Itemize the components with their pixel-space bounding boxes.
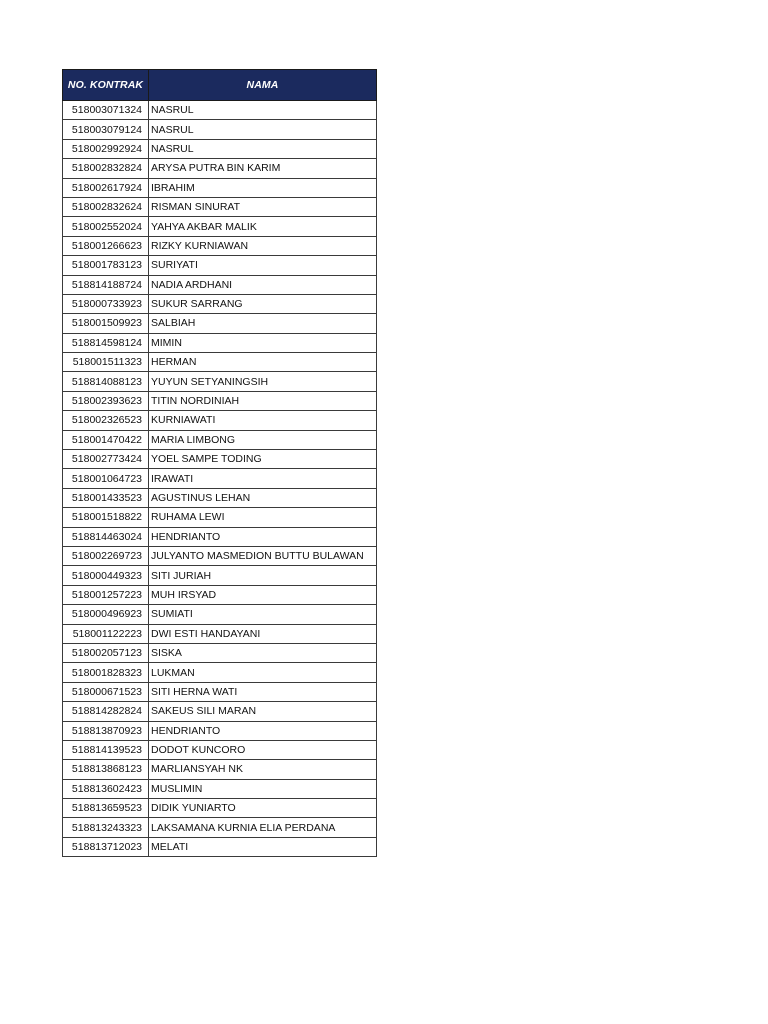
name-cell: MARLIANSYAH NK <box>149 760 377 779</box>
table-row <box>63 391 377 410</box>
contract-number-cell: 518814188724 <box>63 275 149 294</box>
name-cell: YOEL SAMPE TODING <box>149 450 377 469</box>
table-row <box>63 721 377 740</box>
table-row <box>63 101 377 120</box>
name-cell: DODOT KUNCORO <box>149 740 377 759</box>
contract-number-cell: 518001518822 <box>63 508 149 527</box>
contract-table <box>62 69 377 857</box>
table-row <box>63 624 377 643</box>
table-row <box>63 217 377 236</box>
table-row <box>63 236 377 255</box>
table-row <box>63 197 377 216</box>
contract-number-cell: 518000733923 <box>63 294 149 313</box>
table-row <box>63 411 377 430</box>
table-row <box>63 178 377 197</box>
contract-number-cell: 518003079124 <box>63 120 149 139</box>
name-cell: HENDRIANTO <box>149 721 377 740</box>
name-cell: RIZKY KURNIAWAN <box>149 236 377 255</box>
name-cell: NASRUL <box>149 101 377 120</box>
contract-number-cell: 518814088123 <box>63 372 149 391</box>
name-cell: SITI JURIAH <box>149 566 377 585</box>
contract-number-cell: 518002773424 <box>63 450 149 469</box>
contract-number-cell: 518001257223 <box>63 585 149 604</box>
table-row <box>63 779 377 798</box>
name-cell: MARIA LIMBONG <box>149 430 377 449</box>
table-row <box>63 605 377 624</box>
table-row <box>63 372 377 391</box>
table-row <box>63 139 377 158</box>
header-nama: NAMA <box>149 70 377 101</box>
table-row <box>63 430 377 449</box>
name-cell: IRAWATI <box>149 469 377 488</box>
contract-number-cell: 518814598124 <box>63 333 149 352</box>
table-row <box>63 333 377 352</box>
table-row <box>63 546 377 565</box>
contract-number-cell: 518001509923 <box>63 314 149 333</box>
name-cell: SUMIATI <box>149 605 377 624</box>
contract-number-cell: 518002552024 <box>63 217 149 236</box>
name-cell: SALBIAH <box>149 314 377 333</box>
contract-number-cell: 518001511323 <box>63 353 149 372</box>
table-row <box>63 469 377 488</box>
table-row <box>63 159 377 178</box>
name-cell: MIMIN <box>149 333 377 352</box>
name-cell: ARYSA PUTRA BIN KARIM <box>149 159 377 178</box>
name-cell: SISKA <box>149 643 377 662</box>
contract-number-cell: 518813870923 <box>63 721 149 740</box>
name-cell: RUHAMA LEWI <box>149 508 377 527</box>
contract-number-cell: 518002057123 <box>63 643 149 662</box>
name-cell: MUSLIMIN <box>149 779 377 798</box>
header-row <box>63 70 377 101</box>
contract-number-cell: 518001064723 <box>63 469 149 488</box>
contract-number-cell: 518813868123 <box>63 760 149 779</box>
table-row <box>63 585 377 604</box>
table-row <box>63 837 377 856</box>
contract-number-cell: 518813602423 <box>63 779 149 798</box>
table-row <box>63 275 377 294</box>
table-row <box>63 566 377 585</box>
contract-number-cell: 518002832824 <box>63 159 149 178</box>
table-row <box>63 682 377 701</box>
contract-number-cell: 518002326523 <box>63 411 149 430</box>
table-row <box>63 353 377 372</box>
name-cell: YAHYA AKBAR MALIK <box>149 217 377 236</box>
table-row <box>63 256 377 275</box>
name-cell: SURIYATI <box>149 256 377 275</box>
name-cell: NASRUL <box>149 139 377 158</box>
table-row <box>63 799 377 818</box>
table-row <box>63 450 377 469</box>
header-no-kontrak: NO. KONTRAK <box>63 70 149 101</box>
table-header <box>63 70 377 101</box>
name-cell: YUYUN SETYANINGSIH <box>149 372 377 391</box>
table-row <box>63 702 377 721</box>
name-cell: LAKSAMANA KURNIA ELIA PERDANA <box>149 818 377 837</box>
table-row <box>63 508 377 527</box>
table-row <box>63 488 377 507</box>
table-row <box>63 663 377 682</box>
table-row <box>63 760 377 779</box>
name-cell: SAKEUS SILI MARAN <box>149 702 377 721</box>
contract-number-cell: 518001266623 <box>63 236 149 255</box>
name-cell: RISMAN SINURAT <box>149 197 377 216</box>
contract-number-cell: 518814139523 <box>63 740 149 759</box>
name-cell: SITI HERNA WATI <box>149 682 377 701</box>
name-cell: TITIN NORDINIAH <box>149 391 377 410</box>
contract-number-cell: 518001783123 <box>63 256 149 275</box>
contract-number-cell: 518001433523 <box>63 488 149 507</box>
contract-number-cell: 518002393623 <box>63 391 149 410</box>
contract-number-cell: 518001828323 <box>63 663 149 682</box>
name-cell: MUH IRSYAD <box>149 585 377 604</box>
table-row <box>63 314 377 333</box>
contract-number-cell: 518002832624 <box>63 197 149 216</box>
name-cell: KURNIAWATI <box>149 411 377 430</box>
name-cell: HENDRIANTO <box>149 527 377 546</box>
name-cell: MELATI <box>149 837 377 856</box>
table-row <box>63 120 377 139</box>
name-cell: NADIA ARDHANI <box>149 275 377 294</box>
contract-number-cell: 518002617924 <box>63 178 149 197</box>
contract-number-cell: 518813243323 <box>63 818 149 837</box>
name-cell: DWI ESTI HANDAYANI <box>149 624 377 643</box>
contract-number-cell: 518003071324 <box>63 101 149 120</box>
table-row <box>63 294 377 313</box>
contract-number-cell: 518814282824 <box>63 702 149 721</box>
table-body <box>63 101 377 857</box>
table-row <box>63 643 377 662</box>
contract-number-cell: 518814463024 <box>63 527 149 546</box>
contract-number-cell: 518813659523 <box>63 799 149 818</box>
name-cell: DIDIK YUNIARTO <box>149 799 377 818</box>
contract-number-cell: 518000449323 <box>63 566 149 585</box>
contract-number-cell: 518813712023 <box>63 837 149 856</box>
name-cell: SUKUR SARRANG <box>149 294 377 313</box>
name-cell: NASRUL <box>149 120 377 139</box>
table-row <box>63 818 377 837</box>
name-cell: IBRAHIM <box>149 178 377 197</box>
name-cell: JULYANTO MASMEDION BUTTU BULAWAN <box>149 546 377 565</box>
name-cell: AGUSTINUS LEHAN <box>149 488 377 507</box>
contract-number-cell: 518002269723 <box>63 546 149 565</box>
name-cell: LUKMAN <box>149 663 377 682</box>
contract-number-cell: 518001122223 <box>63 624 149 643</box>
contract-number-cell: 518000496923 <box>63 605 149 624</box>
name-cell: HERMAN <box>149 353 377 372</box>
table-row <box>63 527 377 546</box>
contract-number-cell: 518002992924 <box>63 139 149 158</box>
table-row <box>63 740 377 759</box>
contract-number-cell: 518001470422 <box>63 430 149 449</box>
contract-number-cell: 518000671523 <box>63 682 149 701</box>
